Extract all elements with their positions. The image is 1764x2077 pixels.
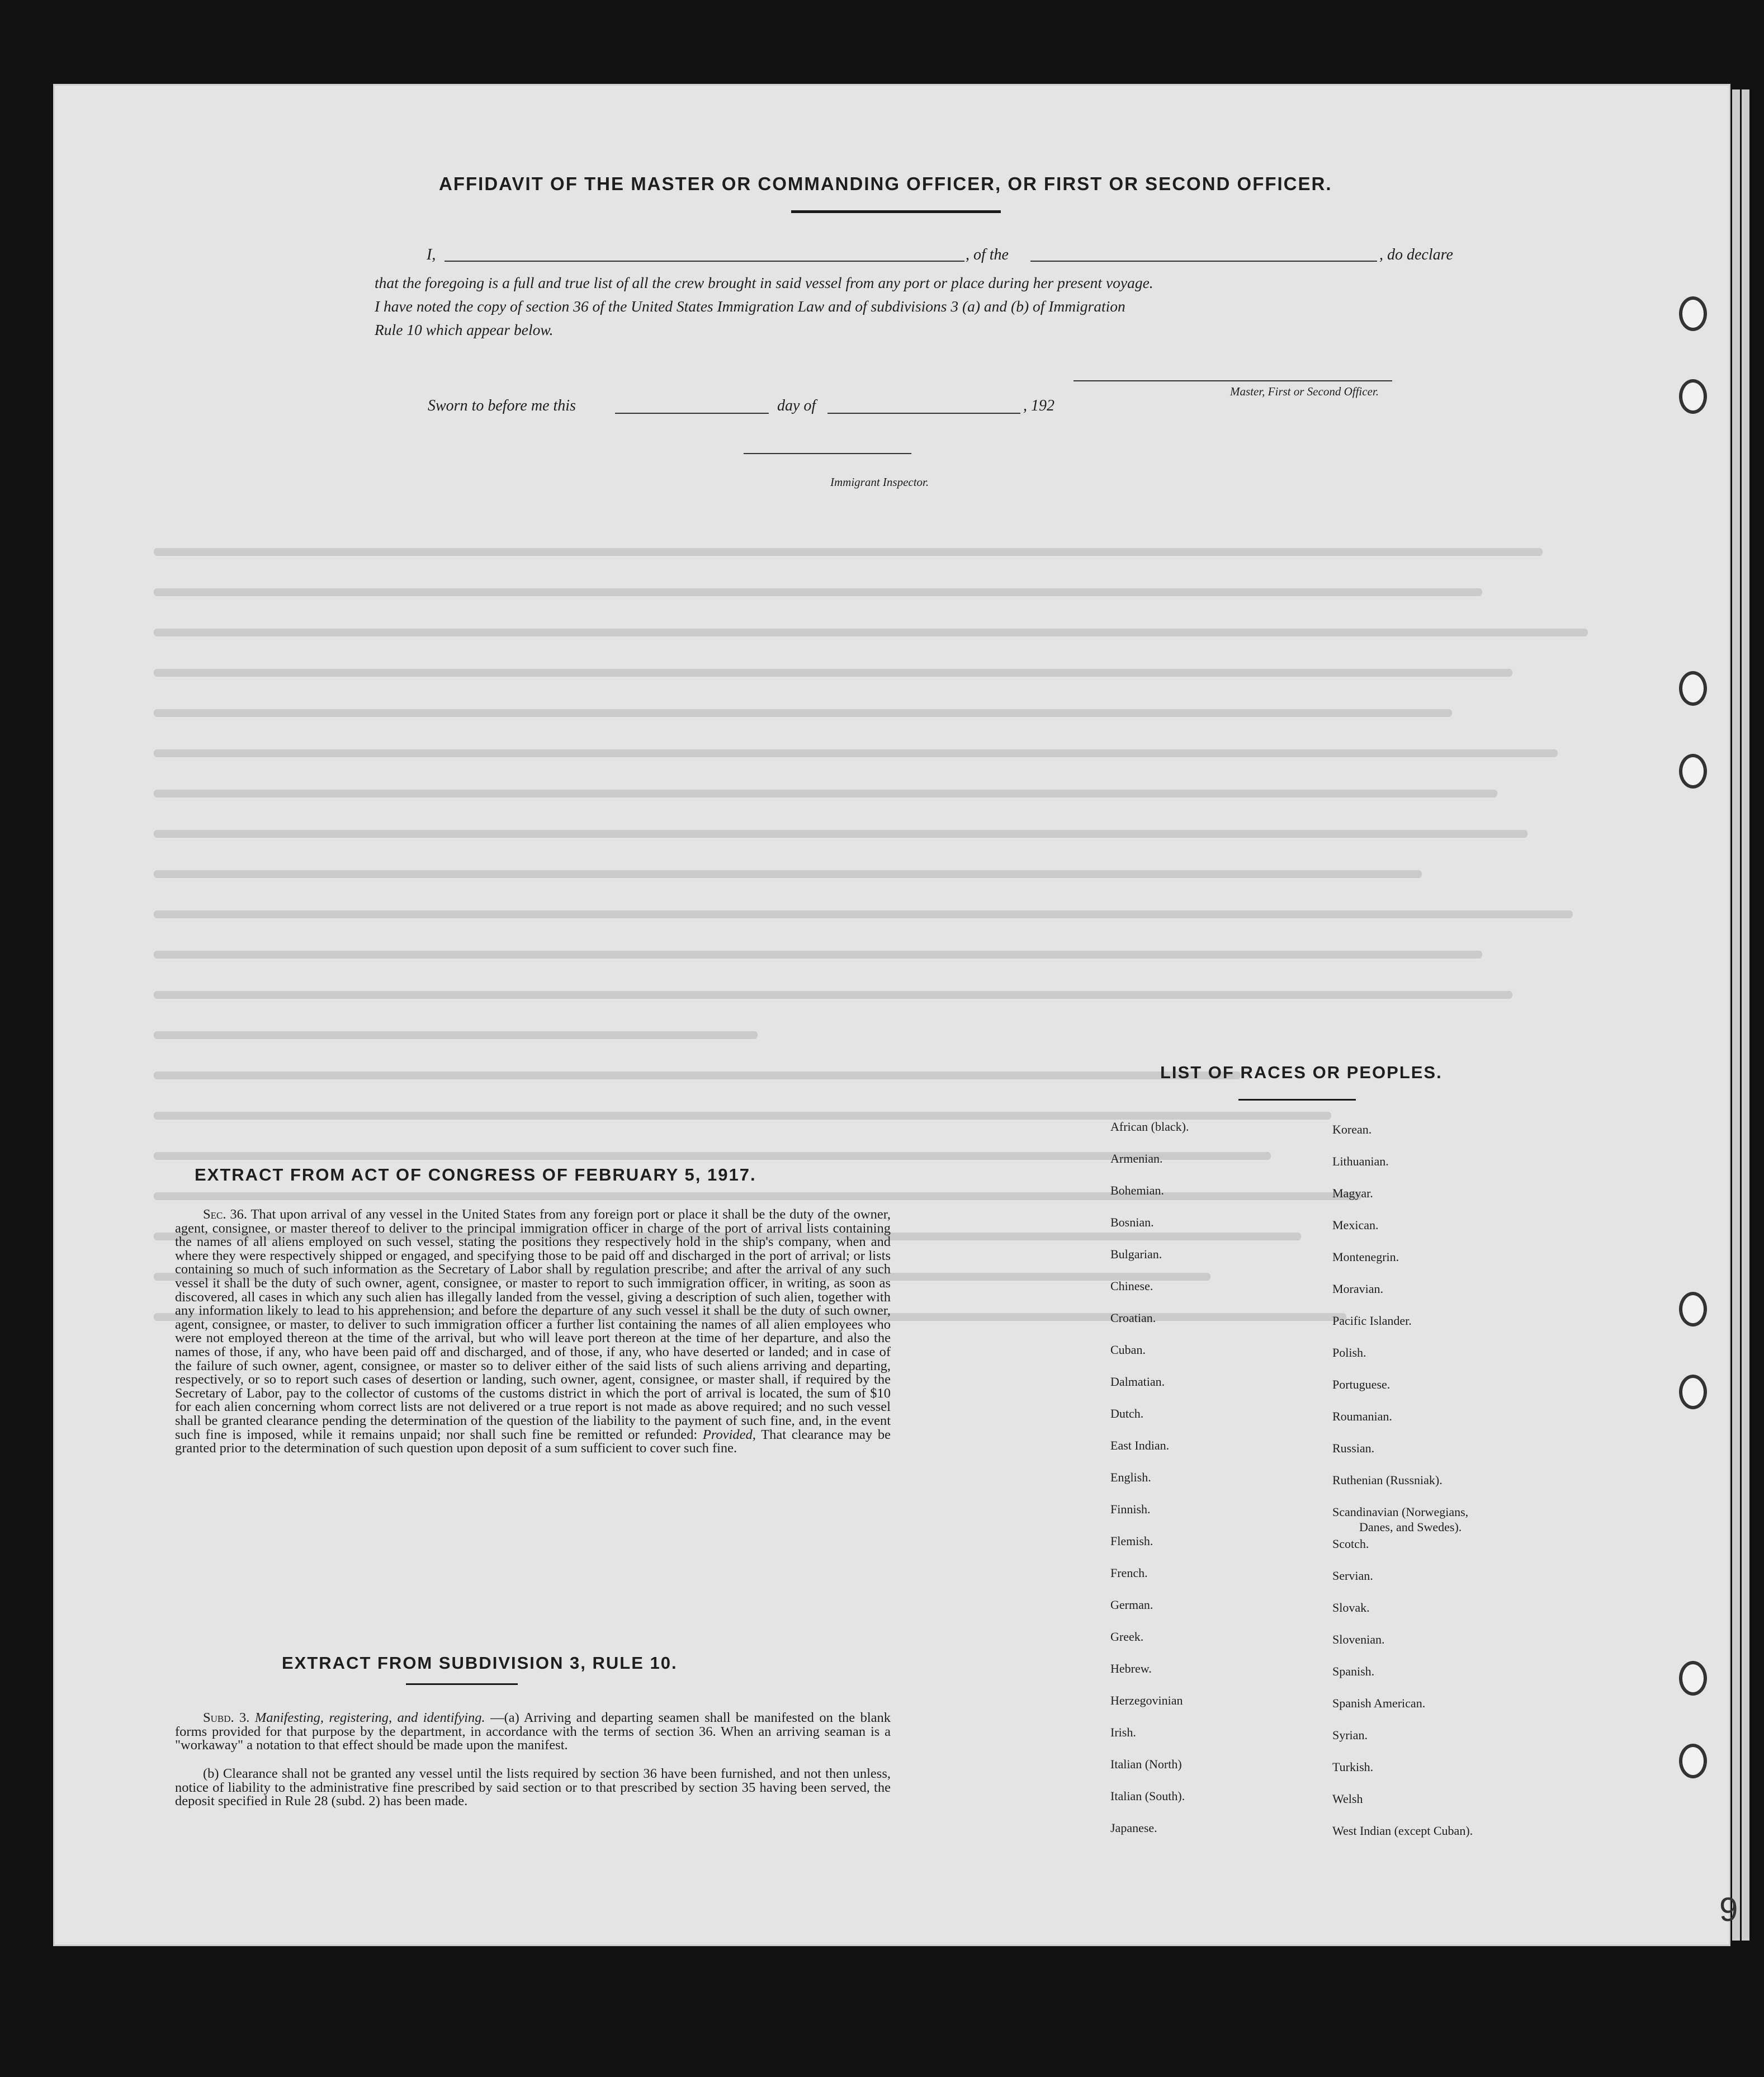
rule-extract-text-a xyxy=(175,1711,891,1753)
binder-hole xyxy=(1679,379,1707,414)
proviso-word: Provided, xyxy=(702,1427,756,1442)
sworn-day-line[interactable] xyxy=(615,402,769,414)
binder-hole xyxy=(1679,1661,1707,1696)
binder-hole xyxy=(1679,1292,1707,1327)
race-item: West Indian (except Cuban). xyxy=(1332,1824,1473,1838)
subd-3-label: Subd. 3. xyxy=(203,1710,250,1725)
subd-3-heading: Manifesting, registering, and identifying. xyxy=(254,1710,485,1725)
race-item: Polish. xyxy=(1332,1346,1366,1360)
race-item: Roumanian. xyxy=(1332,1409,1392,1423)
race-item: Turkish. xyxy=(1332,1760,1374,1774)
race-item: Ruthenian (Russniak). xyxy=(1332,1473,1443,1487)
officer-signature-line[interactable] xyxy=(1073,369,1392,381)
races-right-column xyxy=(1332,1121,1473,1854)
race-item: East Indian. xyxy=(1110,1438,1170,1452)
race-item: Servian. xyxy=(1332,1569,1373,1583)
race-item: Cuban. xyxy=(1110,1343,1146,1357)
race-item: Slovak. xyxy=(1332,1601,1370,1615)
affidavit-title: AFFIDAVIT OF THE MASTER OR COMMANDING OFFICER, OR FIRST OR SECOND OFFICER. xyxy=(439,173,1332,194)
rule-extract-text-b xyxy=(175,1767,891,1809)
races-left-column xyxy=(1110,1118,1189,1852)
race-item: Bosnian. xyxy=(1110,1215,1154,1229)
race-item: Lithuanian. xyxy=(1332,1154,1389,1168)
race-item: Dutch. xyxy=(1110,1406,1144,1420)
race-item: French. xyxy=(1110,1566,1148,1580)
rule-extract-rule xyxy=(406,1683,518,1685)
under-page-edge xyxy=(1742,89,1749,1941)
race-item: Italian (North) xyxy=(1110,1757,1182,1771)
year-label: , 192 xyxy=(1023,397,1054,414)
race-item: Greek. xyxy=(1110,1630,1144,1644)
act-extract-title: EXTRACT FROM ACT OF CONGRESS OF FEBRUARY 5, 1917. xyxy=(195,1165,756,1184)
race-item: Spanish American. xyxy=(1332,1696,1426,1710)
race-item: Bohemian. xyxy=(1110,1183,1164,1197)
race-item: Bulgarian. xyxy=(1110,1247,1162,1261)
race-item: Magyar. xyxy=(1332,1186,1373,1200)
race-item: African (black). xyxy=(1110,1120,1189,1134)
affidavit-line-1: that the foregoing is a full and true list of all the crew brought in said vessel from any port or place during her present voyage. xyxy=(375,274,1153,291)
race-item: Hebrew. xyxy=(1110,1661,1152,1675)
race-item: Slovenian. xyxy=(1332,1632,1385,1646)
race-item: English. xyxy=(1110,1470,1151,1484)
race-item: Montenegrin. xyxy=(1332,1250,1399,1264)
race-item: Flemish. xyxy=(1110,1534,1153,1548)
act-extract-text xyxy=(175,1208,891,1456)
sworn-label: Sworn to before me this xyxy=(428,397,576,414)
races-title: LIST OF RACES OR PEOPLES. xyxy=(1160,1063,1443,1082)
subd-3-text-a: —(a) Arriving and departing seamen shall be manifested on the blank forms provided for that purpose by the department, in accordance with the terms of section 36. When an arriving seaman is a "workaway" a notation to that effect should be made upon the manifest. xyxy=(175,1710,891,1753)
binder-hole xyxy=(1679,1375,1707,1409)
affidavit-line-2: I have noted the copy of section 36 of the United States Immigration Law and of subdivisions 3 (a) and (b) of Immigration xyxy=(375,298,1125,315)
under-page-edge xyxy=(1732,89,1740,1941)
race-item: Russian. xyxy=(1332,1441,1375,1455)
section-36-end: That clearance may be granted prior to the determination of such question upon deposit of a sum sufficient to cover such fine. xyxy=(175,1427,891,1456)
race-item: Syrian. xyxy=(1332,1728,1368,1742)
race-item: Scotch. xyxy=(1332,1537,1369,1551)
sworn-month-line[interactable] xyxy=(827,402,1020,414)
race-item: Spanish. xyxy=(1332,1664,1375,1678)
race-item: Japanese. xyxy=(1110,1821,1157,1835)
subd-3-text-b: (b) Clearance shall not be granted any vessel until the lists required by section 36 have been furnished, and not then unless, notice of liability to the administrative fine prescribed by said section or to that prescribed by section 35 having been served, the deposit specified in Rule 28 (subd. 2) has been made. xyxy=(175,1766,891,1809)
inspector-signature-line[interactable] xyxy=(744,447,911,454)
binder-hole xyxy=(1679,1744,1707,1778)
affidavit-i: I, xyxy=(427,246,436,263)
affidavit-do-declare: , do declare xyxy=(1379,246,1453,263)
inspector-label: Immigrant Inspector. xyxy=(830,475,929,489)
race-item: Danes, and Swedes). xyxy=(1359,1520,1462,1534)
race-item: Portuguese. xyxy=(1332,1377,1391,1391)
day-of-label: day of xyxy=(777,397,816,414)
margin-mark: 9 xyxy=(1719,1891,1738,1928)
binder-hole xyxy=(1679,671,1707,706)
affidavit-line-3: Rule 10 which appear below. xyxy=(375,321,554,338)
race-item: Pacific Islander. xyxy=(1332,1314,1412,1328)
document-page xyxy=(53,84,1730,1946)
race-item: Welsh xyxy=(1332,1792,1363,1806)
section-36-body: That upon arrival of any vessel in the United States from any foreign port or place it shall be the duty of the owner, agent, consignee, or master thereof to deliver to the principal immigration officer in charge of the port of arrival lists containing the names of all aliens employed on such vessel, stating the positions they respectively hold in the ship's company, when and where they were respectively shipped or engaged, and specifying those to be paid off and discharged in the port of arrival; or lists containing so much of such information as the Secretary of Labor shall by regulation prescribe; and after the arrival of any such vessel it shall be the duty of such owner, agent, consignee, or master to report to such immigration officer, in writing, as soon as discovered, all cases in which any such alien has illegally landed from the vessel, giving a description of such alien, together with any information likely to lead to his apprehension; and before the departure of any such vessel it shall be the duty of such owner, agent, consignee, or master, to deliver to such immigration officer a further list containing the names of all alien employees who were not employed thereon at the time of the arrival, but who will leave port thereon at the time of her departure, and also the names of those, if any, who have been paid off and discharged, and of those, if any, who have deserted or landed; and in case of the failure of such owner, agent, consignee, or master so to deliver either of the said lists of such aliens arriving and departing, respectively, or so to report such cases of desertion or landing, such owner, agent, consignee, or master shall, if required by the Secretary of Labor, pay to the collector of customs of the customs district in which the port of arrival is located, the sum of $10 for each alien concerning whom correct lists are not delivered or a true report is not made as above required; and no such vessel shall be granted clearance pending the determination of the question of the liability to the payment of such fine, and, in the event such fine is imposed, while it remains unpaid; nor shall such fine be remitted or refunded: xyxy=(175,1207,891,1442)
races-title-rule xyxy=(1238,1099,1356,1101)
race-item: Finnish. xyxy=(1110,1502,1151,1516)
affidavit-of-the: , of the xyxy=(966,246,1009,263)
officer-label: Master, First or Second Officer. xyxy=(1230,385,1379,398)
race-item: Italian (South). xyxy=(1110,1789,1185,1803)
race-item: Chinese. xyxy=(1110,1279,1153,1293)
race-item: Herzegovinian xyxy=(1110,1693,1183,1707)
race-item: Irish. xyxy=(1110,1725,1136,1739)
race-item: Armenian. xyxy=(1110,1151,1163,1165)
binder-hole xyxy=(1679,296,1707,331)
race-item: Croatian. xyxy=(1110,1311,1156,1325)
declarant-name-line[interactable] xyxy=(444,249,964,262)
section-36-label: Sec. 36. xyxy=(203,1207,247,1222)
vessel-name-line[interactable] xyxy=(1030,249,1377,262)
race-item: Moravian. xyxy=(1332,1282,1384,1296)
title-rule xyxy=(791,210,1001,213)
race-item: Dalmatian. xyxy=(1110,1375,1165,1389)
race-item: German. xyxy=(1110,1598,1153,1612)
race-item: Korean. xyxy=(1332,1122,1372,1136)
race-item: Scandinavian (Norwegians, xyxy=(1332,1505,1469,1519)
race-item: Mexican. xyxy=(1332,1218,1379,1232)
binder-hole xyxy=(1679,754,1707,789)
rule-extract-title: EXTRACT FROM SUBDIVISION 3, RULE 10. xyxy=(282,1653,678,1673)
